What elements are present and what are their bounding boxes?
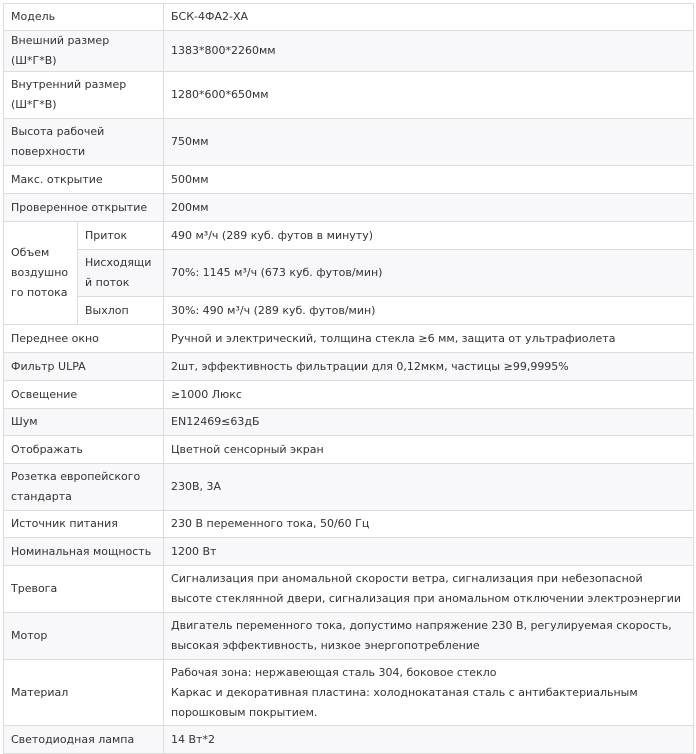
table-row xyxy=(4,4,694,31)
row-label: Высота рабочей поверхности xyxy=(4,119,164,166)
row-value: 1383*800*2260мм xyxy=(164,31,694,72)
table-row xyxy=(4,325,694,353)
table-row xyxy=(4,660,694,726)
row-label: Освещение xyxy=(4,381,164,409)
row-value: 750мм xyxy=(164,119,694,166)
airflow-sub-label: Приток xyxy=(78,222,164,250)
row-value: 500мм xyxy=(164,166,694,194)
table-row xyxy=(4,613,694,660)
table-row xyxy=(4,166,694,194)
table-row xyxy=(4,409,694,436)
table-row xyxy=(4,726,694,754)
table-row xyxy=(4,436,694,464)
row-label: Внутренний размер (Ш*Г*В) xyxy=(4,72,164,119)
table-row xyxy=(4,72,694,119)
table-row xyxy=(4,511,694,538)
row-value: 230В, 3А xyxy=(164,464,694,511)
table-row xyxy=(4,250,694,297)
row-value: 2шт, эффективность фильтрации для 0,12мкм, частицы ≥99,9995% xyxy=(164,353,694,381)
row-value: 230 В переменного тока, 50/60 Гц xyxy=(164,511,694,538)
row-label: Номинальная мощность xyxy=(4,538,164,566)
table-row xyxy=(4,566,694,613)
row-label: Розетка европейского стандарта xyxy=(4,464,164,511)
table-row xyxy=(4,119,694,166)
table-row xyxy=(4,222,694,250)
table-row xyxy=(4,31,694,72)
row-label: Светодиодная лампа xyxy=(4,726,164,754)
row-label: Проверенное открытие xyxy=(4,194,164,222)
row-value: Ручной и электрический, толщина стекла ≥6 мм, защита от ультрафиолета xyxy=(164,325,694,353)
row-value xyxy=(164,660,694,726)
row-label: Шум xyxy=(4,409,164,436)
table-row xyxy=(4,464,694,511)
airflow-sub-label: Нисходящий поток xyxy=(78,250,164,297)
row-value: 1200 Вт xyxy=(164,538,694,566)
row-label: Источник питания xyxy=(4,511,164,538)
row-value: 1280*600*650мм xyxy=(164,72,694,119)
material-line: Рабочая зона: нержавеющая сталь 304, боковое стекло xyxy=(171,665,497,679)
row-label: Материал xyxy=(4,660,164,726)
row-value: 200мм xyxy=(164,194,694,222)
row-label: Фильтр ULPA xyxy=(4,353,164,381)
row-value: Сигнализация при аномальной скорости ветра, сигнализация при небезопасной высоте стеклянной двери, сигнализация при аномальном отключении электроэнергии xyxy=(164,566,694,613)
airflow-sub-value: 490 м³/ч (289 куб. футов в минуту) xyxy=(164,222,694,250)
material-line: Каркас и декоративная пластина: холоднокатаная сталь с антибактериальным порошковым покрытием. xyxy=(171,685,638,719)
row-value: EN12469≤63дБ xyxy=(164,409,694,436)
row-label: Мотор xyxy=(4,613,164,660)
row-value: Двигатель переменного тока, допустимо напряжение 230 В, регулируемая скорость, высокая эффективность, низкое энергопотребление xyxy=(164,613,694,660)
airflow-sub-value: 70%: 1145 м³/ч (673 куб. футов/мин) xyxy=(164,250,694,297)
airflow-label: Объем воздушного потока xyxy=(4,222,78,325)
table-row xyxy=(4,194,694,222)
row-label: Тревога xyxy=(4,566,164,613)
table-row xyxy=(4,353,694,381)
table-row xyxy=(4,538,694,566)
row-label: Переднее окно xyxy=(4,325,164,353)
row-label: Внешний размер (Ш*Г*В) xyxy=(4,31,164,72)
airflow-sub-value: 30%: 490 м³/ч (289 куб. футов/мин) xyxy=(164,297,694,325)
table-row xyxy=(4,381,694,409)
row-value: БСК-4ФА2-ХА xyxy=(164,4,694,31)
row-label: Модель xyxy=(4,4,164,31)
row-label: Макс. открытие xyxy=(4,166,164,194)
row-label: Отображать xyxy=(4,436,164,464)
airflow-sub-label: Выхлоп xyxy=(78,297,164,325)
row-value: Цветной сенсорный экран xyxy=(164,436,694,464)
row-value: 14 Вт*2 xyxy=(164,726,694,754)
spec-table xyxy=(3,3,694,754)
table-row xyxy=(4,297,694,325)
row-value: ≥1000 Люкс xyxy=(164,381,694,409)
